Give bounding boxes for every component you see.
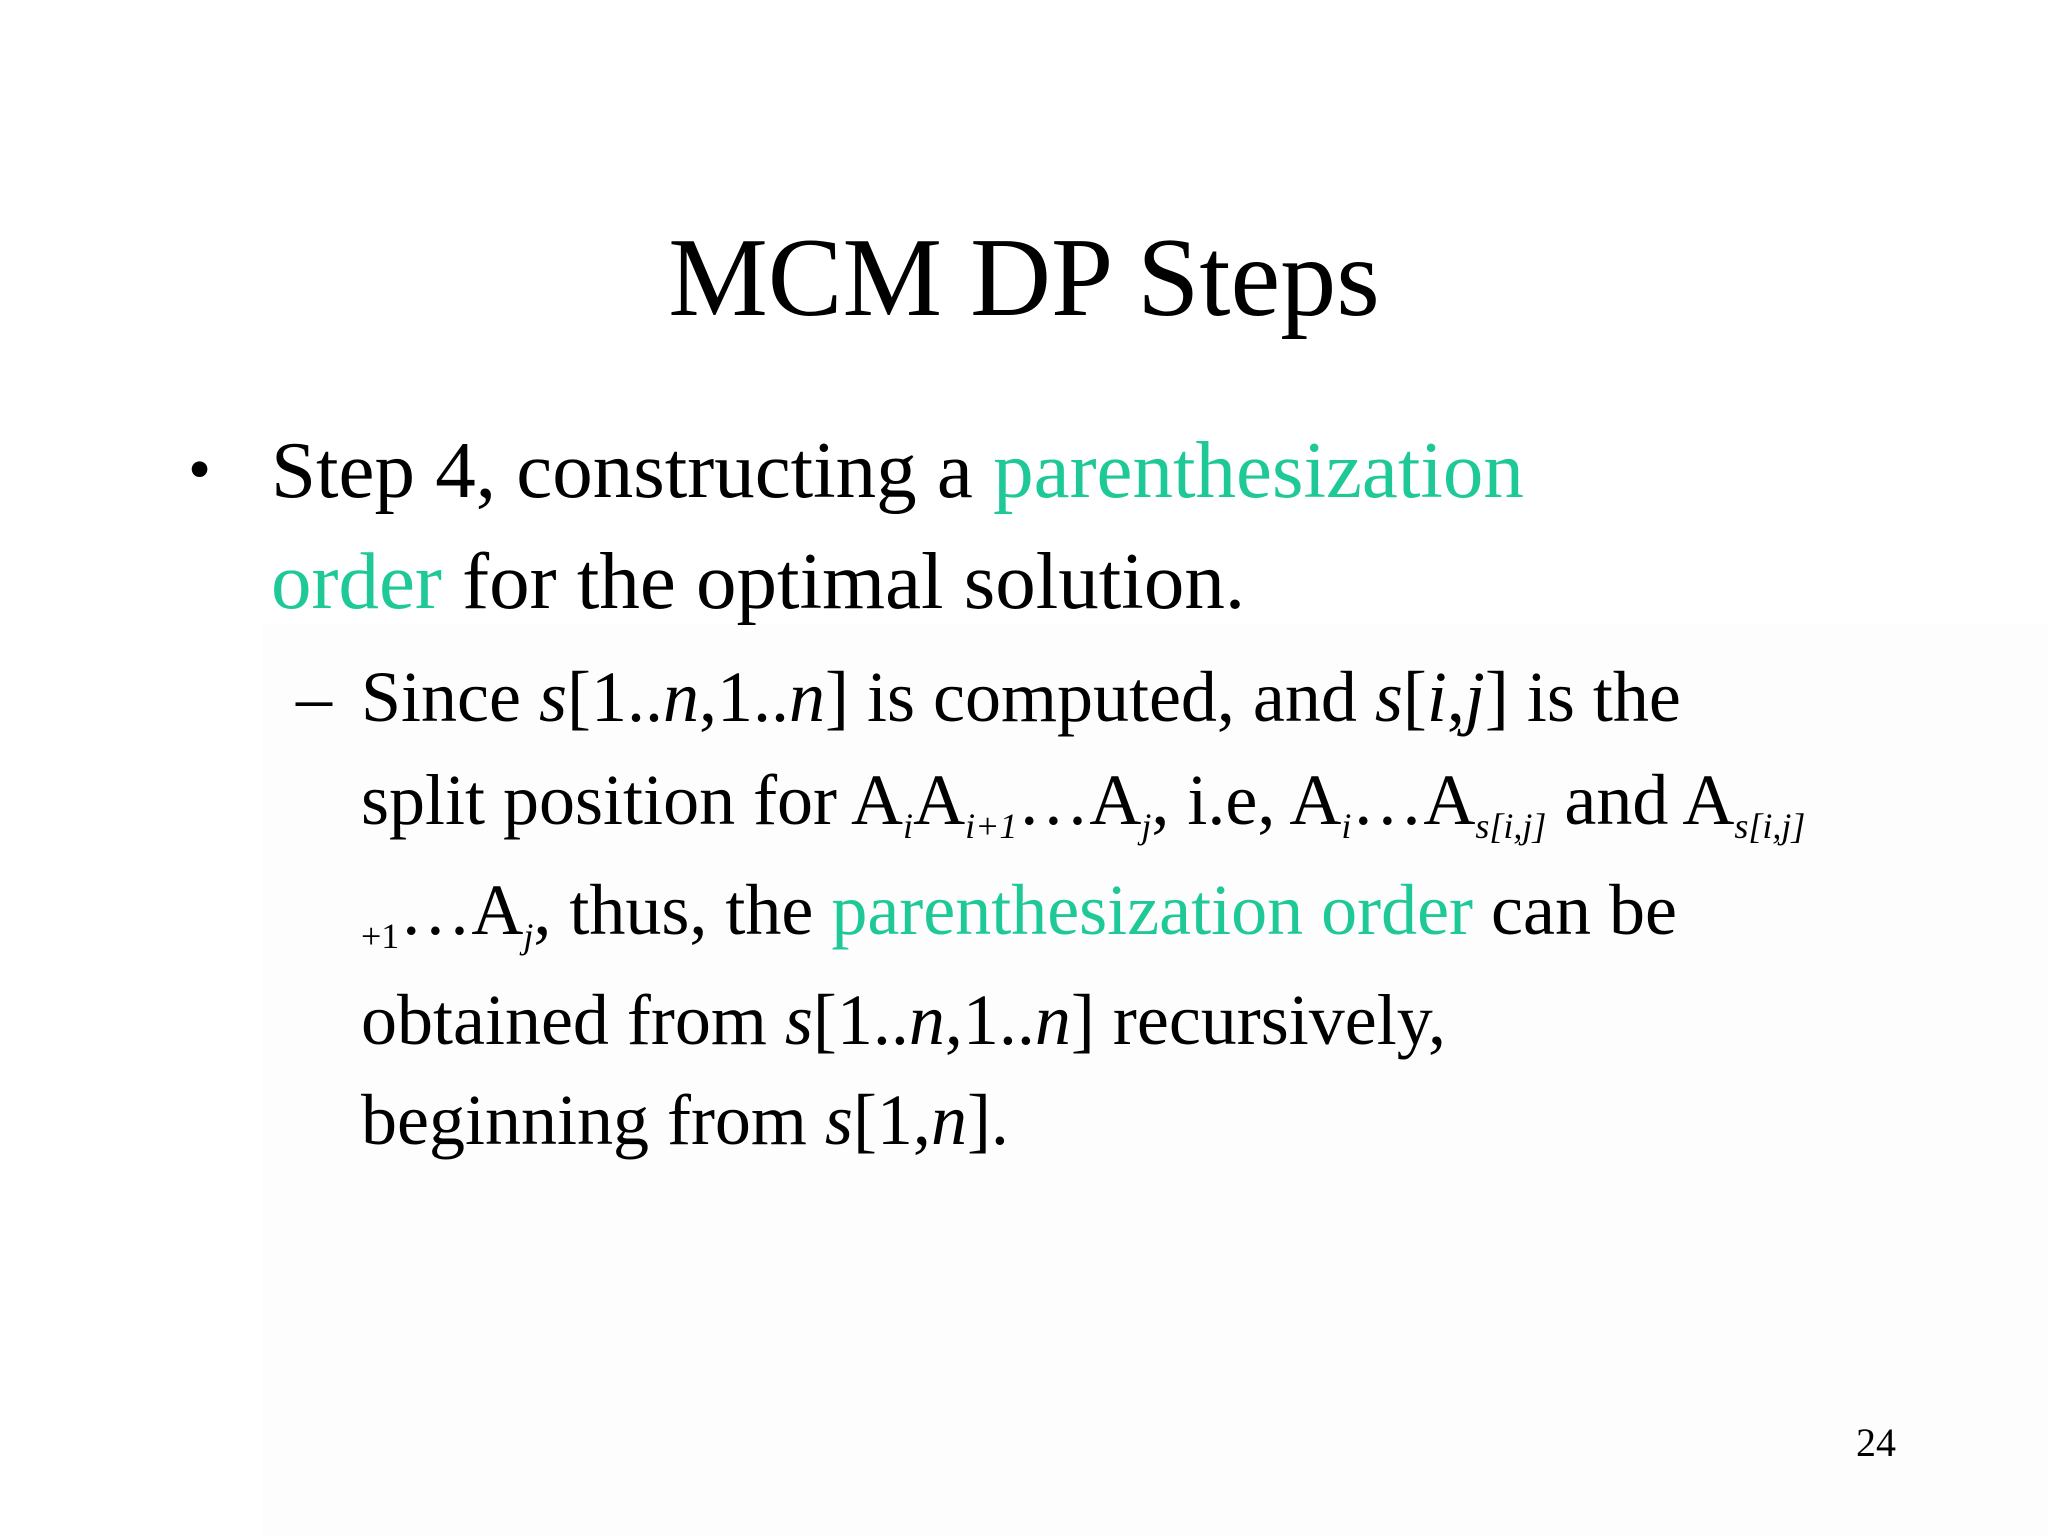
text-segment: ,1..	[944, 980, 1035, 1060]
math-variable: s	[784, 980, 813, 1060]
text-segment: ,	[1446, 657, 1465, 737]
text-segment: can be	[1473, 870, 1677, 950]
sub-bullet-line-3	[361, 865, 1677, 955]
bullet-text: Step 4, constructing a	[271, 425, 994, 515]
math-variable: i	[1426, 657, 1447, 737]
text-segment: …A	[399, 870, 524, 950]
text-segment: ] recursively,	[1070, 980, 1447, 1060]
math-variable: n	[788, 657, 825, 737]
math-variable: j	[1464, 657, 1485, 737]
math-variable: n	[662, 657, 699, 737]
text-segment: ] is the	[1484, 657, 1681, 737]
subscript: +1	[361, 916, 400, 956]
text-segment: ] is computed, and	[824, 657, 1375, 737]
subscript: j	[523, 916, 534, 956]
highlighted-term: order	[271, 536, 442, 626]
text-segment: [1,	[852, 1080, 931, 1160]
sub-bullet-line-1	[361, 652, 1681, 742]
text-segment: [	[1402, 657, 1427, 737]
text-segment: Since	[361, 657, 539, 737]
text-segment: , thus, the	[533, 870, 832, 950]
highlighted-term: parenthesization	[993, 425, 1524, 515]
text-segment: obtained from	[361, 980, 785, 1060]
text-segment: [1..	[812, 980, 909, 1060]
text-segment: split position for A	[361, 760, 904, 840]
text-segment: …A	[1017, 760, 1142, 840]
text-segment: ].	[966, 1080, 1009, 1160]
subscript: i	[1341, 806, 1352, 846]
text-segment: …A	[1351, 760, 1476, 840]
bullet-line-1	[271, 420, 1524, 520]
sub-bullet-line-4	[361, 975, 1446, 1065]
bullet-line-2	[271, 531, 1245, 631]
slide-title: MCM DP Steps	[668, 216, 1380, 340]
math-variable: n	[1034, 980, 1071, 1060]
math-variable: s	[1374, 657, 1403, 737]
bullet-marker: •	[188, 433, 212, 506]
subscript: i	[903, 806, 914, 846]
bullet-text: for the optimal solution.	[441, 536, 1246, 626]
highlighted-term: parenthesization order	[831, 870, 1474, 950]
math-variable: n	[930, 1080, 967, 1160]
subscript: j	[1141, 806, 1152, 846]
page-number: 24	[1856, 1420, 1896, 1465]
math-variable: n	[908, 980, 945, 1060]
text-segment: , i.e, A	[1151, 760, 1342, 840]
text-segment: and A	[1546, 760, 1735, 840]
math-variable: s	[824, 1080, 853, 1160]
subscript: s[i,j]	[1734, 806, 1806, 846]
subscript: s[i,j]	[1475, 806, 1547, 846]
text-segment: ,1..	[698, 657, 789, 737]
sub-bullet-marker: –	[296, 657, 332, 737]
text-segment: beginning from	[361, 1080, 825, 1160]
text-segment: A	[913, 760, 966, 840]
text-segment: [1..	[567, 657, 663, 737]
sub-bullet-line-5	[361, 1075, 1009, 1165]
math-variable: s	[538, 657, 567, 737]
subscript: i+1	[965, 806, 1018, 846]
sub-bullet-line-2	[361, 755, 1805, 845]
